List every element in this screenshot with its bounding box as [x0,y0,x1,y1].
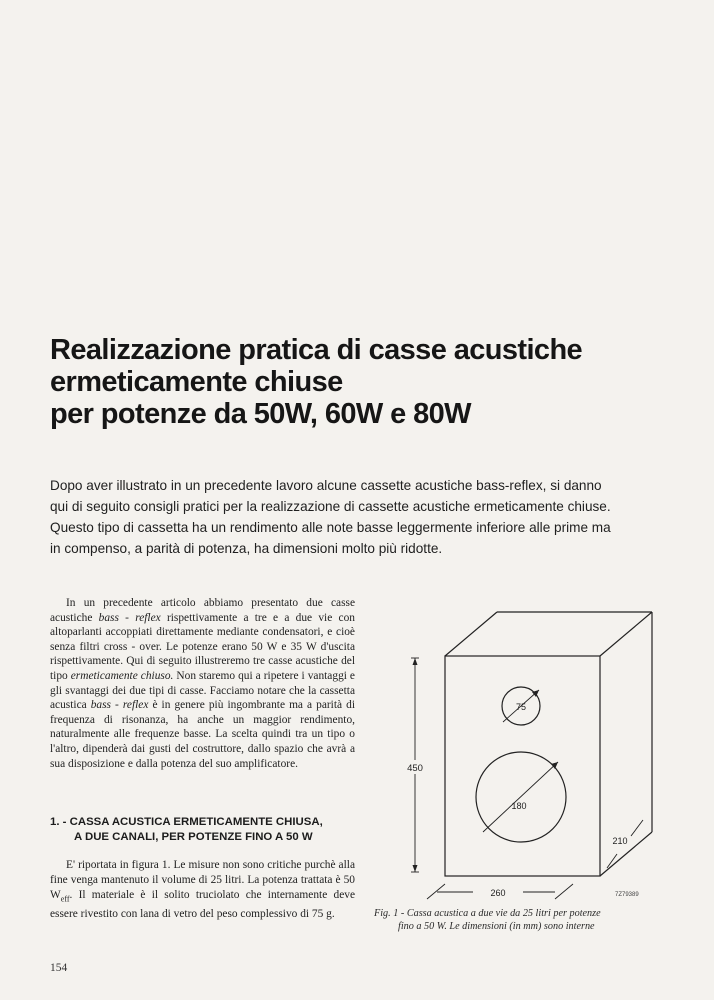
caption-line: Fig. 1 - Cassa acustica a due vie da 25 litri per potenze [374,908,601,919]
intro-line: in compenso, a parità di potenza, ha dimensioni molto più ridotte. [50,541,443,556]
title-line: ermeticamente chiuse [50,366,343,398]
intro-line: Questo tipo di cassetta ha un rendimento alle note basse leggermente inferiore alle prime ma [50,520,611,535]
title-line: Realizzazione pratica di casse acustiche [50,334,583,366]
depth-label: 210 [612,836,628,846]
intro-line: qui di seguito consigli pratici per la realizzazione di cassette acustiche ermeticamente chiuse. [50,499,611,514]
title-line: per potenze da 50W, 60W e 80W [50,398,471,430]
cabinet-edge [445,612,497,656]
italic-term: bass - reflex [90,699,149,712]
cabinet-front [445,656,600,876]
article-title [50,334,680,430]
woofer-diameter-label: 180 [511,801,527,811]
body-paragraph [50,596,355,771]
reference-code: 7Z79389 [615,892,639,898]
intro-paragraph [50,475,690,559]
text-run: . Il materiale è il solito truciolato che internamente deve essere rivestito con lana di vetro del peso complessivo di 75 g. [50,889,355,920]
text-run: rispettivamente a tre e a due vie con altoparlanti accoppiati direttamente mediante condensatori, e cioè senza filtri cross - over. Le potenze erano 50 W e 35 W d'uscita rispettivamente. Qui di seguito illustreremo tre casse acustiche del tipo [50,611,355,682]
body-column [50,596,355,771]
cabinet-drawing [405,600,680,900]
heading-line: 1. - CASSA ACUSTICA ERMETICAMENTE CHIUSA, [50,816,323,828]
figure-speaker-cabinet [405,600,680,900]
woofer-diameter-line [483,762,558,832]
italic-term: ermeticamente chiuso. [70,669,174,682]
text-run: Non staremo qui a ripetere i vantaggi e gli svantaggi dei due tipi di casse. Facciamo notare che la cassetta acustica [50,669,355,712]
section-heading [50,815,355,845]
section-body [50,858,355,922]
figure-caption [374,908,674,933]
text-run: è in genere più ingombrante ma a parità di frequenza di risonanza, ha anche un maggior rendimento, naturalmente alle frequenze basse. La scelta quindi tra un tipo o l'altro, dipenderà dai gusti del costruttore, dallo spazio che avrà a sua disposizione e dalla potenza del suo amplificatore. [50,699,355,770]
caption-line: fino a 50 W. Le dimensioni (in mm) sono interne [398,920,595,932]
text-run: In un precedente articolo abbiamo presentato due casse acustiche [50,597,355,624]
cabinet-edge [600,612,652,656]
height-label: 450 [407,763,423,774]
subscript: eff [60,894,70,904]
italic-term: bass - reflex [98,611,161,624]
heading-line: A DUE CANALI, PER POTENZE FINO A 50 W [74,831,313,843]
text-run: E' riportata in figura 1. Le misure non sono critiche purchè alla fine venga mantenuto il volume di 25 litri. La potenza trattata è 50 W [50,859,355,902]
width-label: 260 [490,888,506,898]
tweeter-diameter-label: 75 [515,702,527,712]
intro-line: Dopo aver illustrato in un precedente lavoro alcune cassette acustiche bass-reflex, si danno [50,478,602,493]
body-paragraph [50,858,355,922]
page-number: 154 [50,962,68,974]
